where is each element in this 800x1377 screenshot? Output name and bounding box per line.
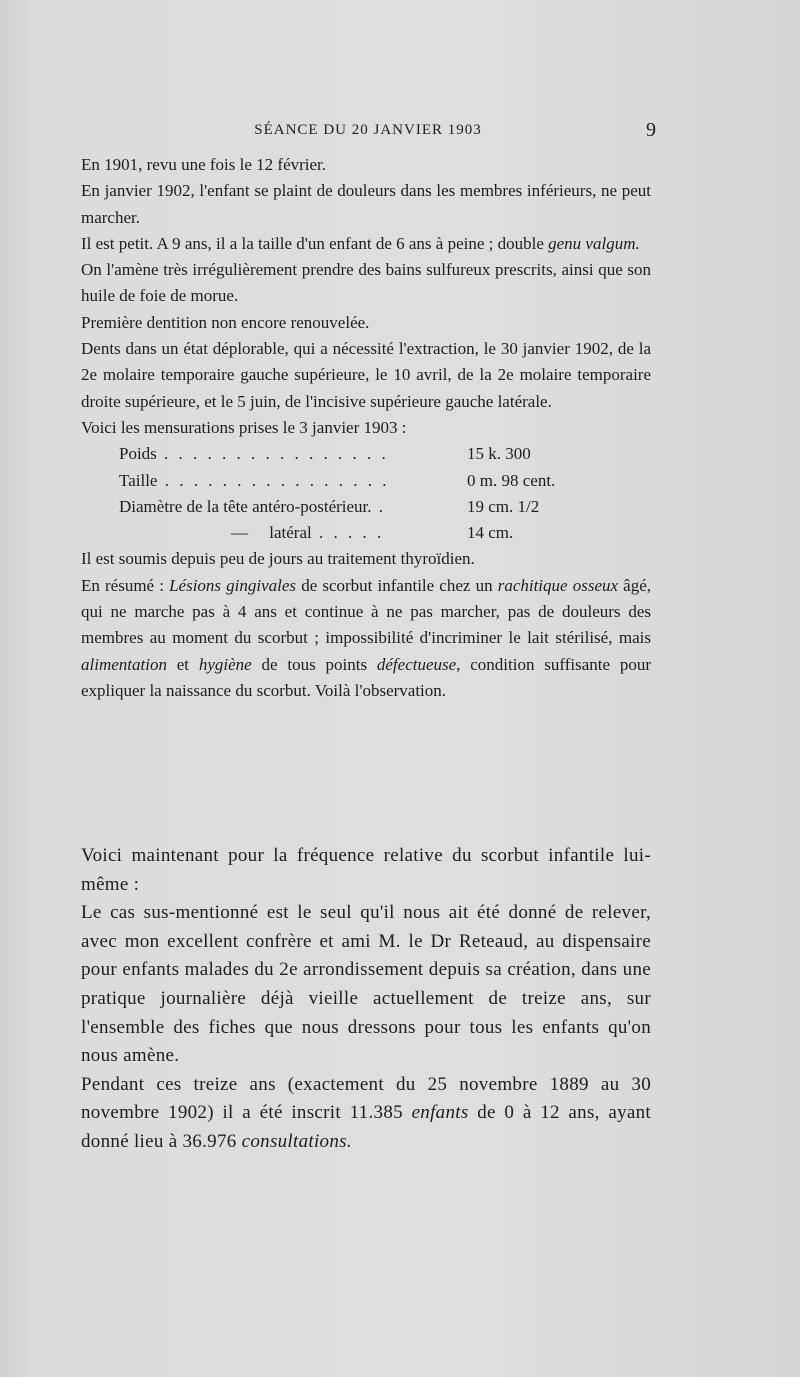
italic-term: enfants [411,1102,469,1124]
paragraph [81,231,651,257]
italic-term: Lésions gingivales [169,575,297,595]
italic-term: alimentation [81,654,167,674]
italic-term: défectueuse [376,654,457,674]
measurement-value: 19 cm. 1/2 [467,496,540,516]
dot-leader: . . . . . . . . . . . . . . . . [157,470,390,490]
measurement-label [119,468,389,494]
paragraph: Il est soumis depuis peu de jours au traitement thyroïdien. [81,549,475,569]
label-text: Taille [119,470,158,490]
paragraph: Voici les mensurations prises le 3 janvier 1903 : [81,417,407,437]
summary-paragraph [81,573,651,704]
paragraph: On l'amène très irrégulièrement prendre des bains sulfureux prescrits, ainsi que son huile de foie de morue. [81,260,651,306]
measurement-row [81,494,651,520]
label-text: — latéral [231,523,312,543]
text-run: Pendant ces treize ans (exactement du 25 novembre 1889 au 30 novembre 1902) il a été inscrit 11.385 [81,1073,651,1124]
dot-leader: . . . . . . . . . . . . . . . . [156,444,389,464]
paragraph: En janvier 1902, l'enfant se plaint de douleurs dans les membres inférieurs, ne peut marcher. [81,181,651,227]
measurement-row [81,468,651,494]
paragraph: Première dentition non encore renouvelée. [81,312,370,332]
paragraph [81,1071,651,1157]
measurement-row [81,441,651,467]
paragraph: Dents dans un état déplorable, qui a nécessité l'extraction, le 30 janvier 1902, de la 2e molaire temporaire gauche supérieure, le 10 avril, de la 2e molaire temporaire droite supérieure, et le 5 juin, de l'incisive supérieure gauche latérale. [81,339,651,411]
dot-leader: . . . . . [311,523,385,543]
page-header [80,119,656,143]
text-run: de scorbut infantile chez un [296,575,498,595]
text-run: et [166,654,199,674]
dot-leader: . [371,496,387,516]
page-number: 9 [646,119,656,141]
observation-text [81,152,651,704]
italic-term: consultations. [241,1130,352,1152]
text-run: de tous points [251,654,377,674]
running-title: SÉANCE DU 20 JANVIER 1903 [254,122,482,138]
measurement-value: 0 m. 98 cent. [467,470,556,490]
text-run: âgé, qui ne marche pas à 4 ans et continue à ne pas marcher, pas de douleurs des membres au moment du scorbut ; impossibilité d'incriminer le lait stérilisé, mais [81,575,651,648]
label-text: Poids [119,444,157,464]
italic-term: rachitique osseux [497,575,619,595]
text-run: de 0 à 12 ans, ayant donné lieu à 36.976 [81,1102,651,1152]
measurement-value: 15 k. 300 [467,444,531,464]
measurement-label [119,441,389,467]
measurement-value: 14 cm. [467,523,514,543]
italic-term: genu valgum. [548,233,640,253]
text-run: , condition suffisante pour expliquer la naissance du scorbut. Voilà l'observation. [81,654,651,700]
measurement-label [231,520,384,546]
paragraph: Le cas sus-mentionné est le seul qu'il nous ait été donné de relever, avec mon excellent confrère et ami M. le Dr Reteaud, au dispensaire pour enfants malades du 2e arrondissement depuis sa création, dans une pratique journalière déjà vieille actuellement de treize ans, sur l'ensemble des fiches que nous dressons pour tous les enfants qu'on nous amène. [81,902,651,1067]
paragraph: En 1901, revu une fois le 12 février. [81,155,327,174]
measurement-label [119,494,386,520]
measurement-row [81,520,651,546]
text-run: En résumé : [81,575,170,595]
text-run: Il est petit. A 9 ans, il a la taille d'un enfant de 6 ans à peine ; double [81,233,549,253]
label-text: Diamètre de la tête antéro-postérieur. [119,496,372,516]
paragraph: Voici maintenant pour la fréquence relative du scorbut infantile lui-même : [81,845,651,895]
italic-term: hygiène [198,654,252,674]
main-text [81,842,651,1157]
